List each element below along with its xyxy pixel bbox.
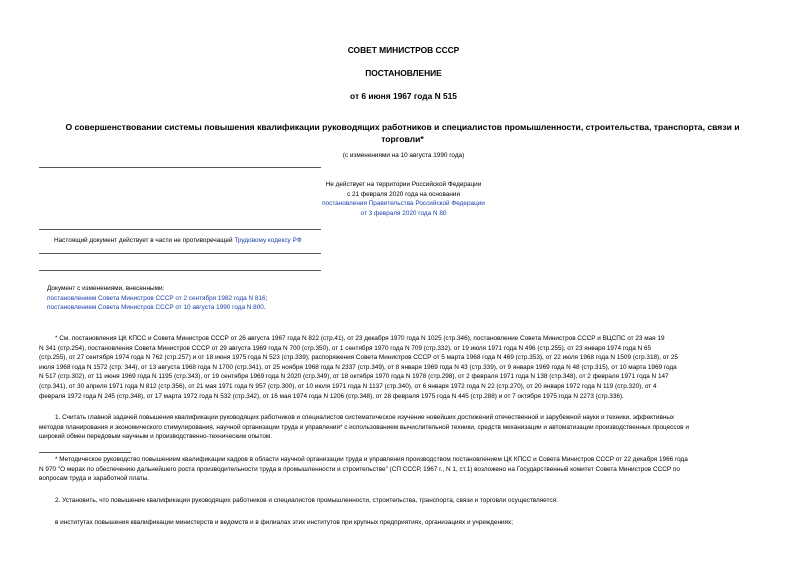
issuing-body: СОВЕТ МИНИСТРОВ СССР: [347, 45, 460, 55]
footnote-line: * Методическое руководство повышением квалификации кадров в области научной организации труда и управления производством постановлением ЦК КПСС и Совета Министров СССР от 22 декабря 1966 года: [55, 456, 688, 463]
revision-note: (с изменениями на 10 августа 1990 года): [342, 152, 465, 159]
paragraph-line: широкий обмен передовым научным и производственно-техническим опытом.: [39, 433, 273, 441]
paragraph-1: [39, 413, 769, 442]
status-line: Не действует на территории Российской Федерации: [325, 181, 482, 188]
amendment-link-1990[interactable]: постановлением Совета Министров СССР от 10 августа 1990 года N 800: [47, 304, 264, 312]
footnote-line: июля 1968 года N 1572 (стр. 344), от 13 августа 1968 года N 1700 (стр.341), от 25 ноября 1968 года N 2337 (стр.349), от 8 января 1969 года N 43 (стр.339), от 9 января 1969 года N 48 (стр.315), от 10 марта 1969 года: [39, 363, 677, 371]
amendment-separator: ;: [265, 294, 268, 302]
amendment-separator: .: [263, 304, 266, 312]
paragraph-line: 1. Считать главной задачей повышения квалификации руководящих работников и специалистов систематическое изучение новейших достижений отечественной и зарубежной науки и техники, эффективных: [55, 414, 675, 421]
divider: [39, 270, 321, 271]
footnote-methodology: [39, 455, 769, 484]
amendment-link-1982[interactable]: постановлением Совета Министров СССР от 2 сентября 1982 года N 816: [47, 294, 266, 302]
divider: [39, 253, 321, 254]
amendments-block: [47, 284, 267, 313]
paragraph-2: 2. Установить, что повышение квалификации руководящих работников и специалистов промышленности, строительства, транспорта, связи и торговли осуществляется:: [55, 497, 558, 504]
footnote-line: N 970 "О мерах по обеспечению дальнейшего роста производительности труда в промышленности и строительстве" (СП СССР, 1967 г., N 1, ст.1) возложено на Государственный комитет Совета Министров СССР по: [39, 465, 680, 473]
status-link-decree-date[interactable]: от 3 февраля 2020 года N 80: [360, 209, 447, 217]
footnote-line: февраля 1972 года N 245 (стр.348), от 17 марта 1972 года N 532 (стр.342), от 16 мая 1974 года N 1206 (стр.348), от 28 февраля 1975 года N 445 (стр.288) и от 7 октября 1975 года N 2273 (стр.336).: [39, 392, 624, 400]
status-line: с 21 февраля 2020 года на основании: [346, 190, 461, 198]
amendments-intro: Документ с изменениями, внесенными:: [47, 285, 165, 292]
footnote-line: (стр.255), от 27 сентября 1974 года N 762 (стр.257) и от 18 июня 1975 года N 523 (стр.339); распоряжения Совета Министров СССР от 5 марта 1968 года N 469 (стр.353), от 22 июля 1968 года N 1509 (стр.318), от 25: [39, 354, 678, 362]
status-link-government-decree[interactable]: постановления Правительства Российской Федерации: [322, 200, 485, 208]
labor-code-link[interactable]: Трудовому кодексу РФ: [234, 237, 302, 244]
footnote-line: (стр.341), от 30 апреля 1971 года N 812 (стр.356), от 21 мая 1971 года N 957 (стр.300), от 10 июля 1971 года N 1137 (стр.340), от 6 января 1972 года N 22 (стр.270), от 20 января 1972 года N 119 (стр.320), от 4: [39, 382, 657, 390]
footnote-line: N 341 (стр.254), постановления Совета Министров СССР от 29 августа 1969 года N 700 (стр.350), от 1 сентября 1970 года N 709 (стр.332), от 19 июля 1971 года N 496 (стр.255), от 23 января 1974 года N 65: [39, 344, 652, 352]
footnote-line: вопросам труда и заработной платы.: [39, 475, 150, 483]
document-title: [30, 121, 775, 145]
divider: [39, 167, 321, 168]
divider: [39, 229, 321, 230]
title-line: торговли*: [381, 134, 424, 144]
footnote-line: N 517 (стр.302), от 11 июня 1969 года N 1195 (стр.343), от 19 сентября 1969 года N 2020 (стр.349), от 18 октября 1970 года N 1978 (стр.298), от 2 февраля 1971 года N 138 (стр.348), от 2 февраля 1971 года N 147: [39, 373, 669, 381]
footnote-divider: [39, 452, 131, 453]
paragraph-3: в институтах повышения квалификации министерств и ведомств и в филиалах этих институтов при крупных предприятиях, организациях и учреждениях;: [55, 519, 513, 526]
status-block: [0, 180, 807, 218]
validity-note: [54, 236, 302, 246]
document-date: от 6 июня 1967 года N 515: [350, 91, 457, 101]
footnote-line: * См. постановления ЦК КПСС и Совета Министров СССР от 26 августа 1967 года N 822 (стр.41), от 23 декабря 1970 года N 1025 (стр.346), постановление Совета Министров СССР и ВЦСПС от 23 мая 19: [55, 335, 665, 342]
paragraph-line: методов планирования и экономического стимулирования, научной организации труда и управления* с использованием вычислительной техники, средств механизации и автоматизации производственных процессов и: [39, 423, 689, 431]
validity-text: Настоящий документ действует в части не противоречащей: [54, 237, 233, 244]
title-line: О совершенствовании системы повышения квалификации руководящих работников и специалистов промышленности, строительства, транспорта, связи и: [65, 122, 740, 132]
footnote-references: [39, 334, 769, 401]
document-type: ПОСТАНОВЛЕНИЕ: [365, 68, 442, 78]
